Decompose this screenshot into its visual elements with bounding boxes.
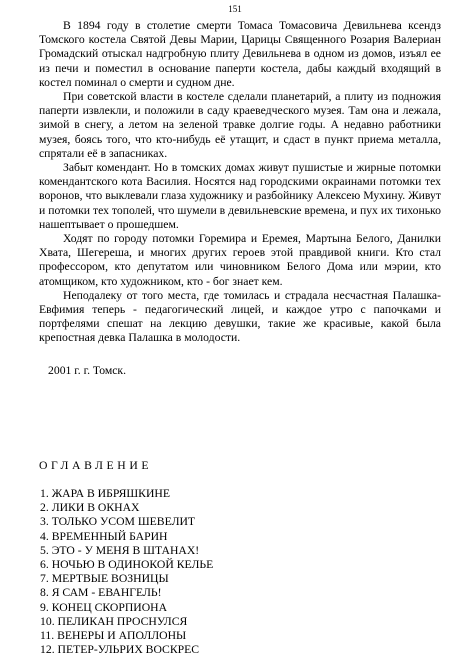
- paragraph: Неподалеку от того места, где томилась и страдала несчастная Палашка-Евфимия теперь - педагогический лицей, и каждое утро с папочками и портфелями спешат на лекцию девушки, такие же красивые, какой была крепостная девка Палашка в молодости.: [39, 288, 441, 345]
- place-date-signature: 2001 г. г. Томск.: [48, 364, 126, 377]
- toc-item: 2. ЛИКИ В ОКНАХ: [40, 501, 140, 515]
- toc-item: 3. ТОЛЬКО УСОМ ШЕВЕЛИТ: [40, 515, 196, 529]
- toc-item: 5. ЭТО - У МЕНЯ В ШТАНАХ!: [40, 543, 200, 557]
- toc-item: 1. ЖАРА В ИБРЯШКИНЕ: [40, 487, 170, 500]
- paragraph: Забыт комендант. Но в томских домах живут пушистые и жирные потомки комендантского кота Василия. Носятся над городскими окраинами потомки тех воронов, что выклевали глаза художнику и разбойнику Алексею Мухину. Живут и потомки тех тополей, что шумели в девильневские времена, и пух их тихонько нашептывает о прошедшем.: [39, 161, 441, 231]
- toc-item: 6. НОЧЬЮ В ОДИНОКОЙ КЕЛЬЕ: [40, 558, 214, 572]
- toc-item: 11. ВЕНЕРЫ И АПОЛЛОНЫ: [40, 629, 187, 643]
- body-text: [39, 19, 441, 346]
- paragraph: Ходят по городу потомки Горемира и Еремея, Мартына Белого, Данилки Хвата, Шегереша, и многих других героев этой правдивой книги. Кто стал профессором, кто депутатом или чиновником Белого Дома или мэрии, кто атомщиком, кто художником, кто - бог знает кем.: [39, 232, 441, 288]
- toc-item: 9. КОНЕЦ СКОРПИОНА: [40, 600, 168, 614]
- page-number: 151: [228, 4, 242, 14]
- toc-item: 12. ПЕТЕР-УЛЬРИХ ВОСКРЕС: [40, 643, 200, 657]
- paragraph: В 1894 году в столетие смерти Томаса Томасовича Девильнева ксендз Томского костела Святой Девы Марии, Царицы Священного Розария Валериан Громадский отыскал надгробную плиту Девильнева в одном из домов, изъял ее из печи и поместил в основание паперти костела, дабы каждый входящий в костел поминал о смерти и судном дне.: [39, 19, 441, 89]
- toc-item: 8. Я САМ - ЕВАНГЕЛЬ!: [40, 586, 162, 600]
- toc-item: 7. МЕРТВЫЕ ВОЗНИЦЫ: [40, 572, 169, 586]
- toc-title: ОГЛАВЛЕНИЕ: [39, 459, 153, 472]
- toc-item: 4. ВРЕМЕННЫЙ БАРИН: [40, 529, 168, 543]
- toc-item: 10. ПЕЛИКАН ПРОСНУЛСЯ: [40, 614, 188, 628]
- toc-list: [40, 487, 213, 657]
- paragraph: При советской власти в костеле сделали планетарий, а плиту из подножия паперти извлекли, и положили в саду краеведческого музея. Там она и лежала, зимой в снегу, а летом на зеленой травке долгие годы. А недавно работники музея, боясь того, что кто-нибудь её утащит, и сдаст в пункт приема металла, спрятали её в запасниках.: [39, 90, 441, 160]
